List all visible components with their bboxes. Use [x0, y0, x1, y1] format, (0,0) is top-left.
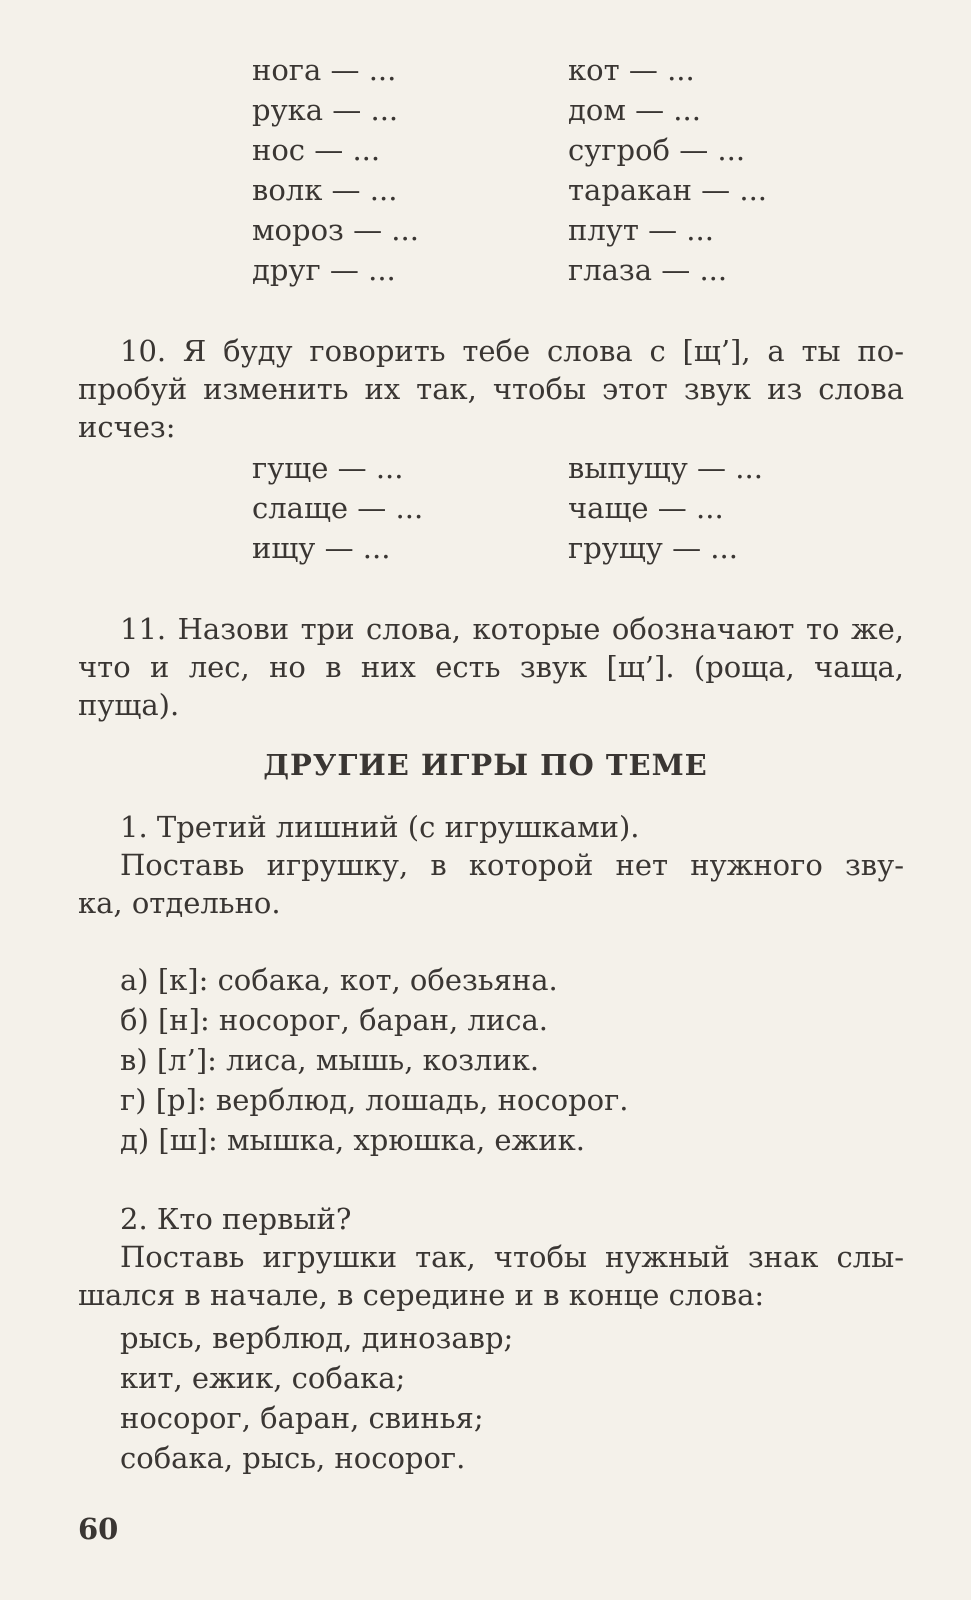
game-1-title: 1. Третий лишний (с игрушками).: [120, 810, 640, 844]
word-pair-right: плут — ...: [568, 213, 714, 247]
word-pair-left: нога — ...: [252, 53, 397, 87]
word-pair-left: рука — ...: [252, 93, 399, 127]
game-1-item: д) [ш]: мышка, хрюшка, ежик.: [120, 1123, 585, 1157]
word-pair-right: сугроб — ...: [568, 133, 746, 167]
task-11-line: что и лес, но в них есть звук [щ’]. (роща, чаща, пуща).: [78, 650, 904, 722]
word-pair-left: ищу — ...: [252, 531, 391, 565]
word-pair-right: выпущу — ...: [568, 451, 763, 485]
word-pair-left: мороз — ...: [252, 213, 419, 247]
game-2-item: рысь, верблюд, динозавр;: [120, 1321, 514, 1355]
game-2-line: Поставь игрушки так, чтобы нужный знак слы-: [120, 1240, 904, 1274]
game-2-title: 2. Кто первый?: [120, 1202, 352, 1236]
task-11-line: 11. Назови три слова, которые обозначают то же,: [120, 612, 904, 646]
game-2-line: шался в начале, в середине и в конце слова:: [78, 1278, 765, 1312]
word-pair-left: волк — ...: [252, 173, 398, 207]
game-1: [78, 808, 904, 922]
word-pair-left: нос — ...: [252, 133, 381, 167]
game-1-line: ка, отдельно.: [78, 886, 281, 920]
game-1-item: а) [к]: собака, кот, обезьяна.: [120, 963, 558, 997]
word-pair-left: гуще — ...: [252, 451, 404, 485]
word-pair-right: чаще — ...: [568, 491, 724, 525]
word-pair-right: глаза — ...: [568, 253, 728, 287]
task-10-line: 10. Я буду говорить тебе слова с [щ’], а ты по-: [120, 334, 904, 368]
game-1-line: Поставь игрушку, в которой нет нужного зву-: [120, 848, 904, 882]
task-10-line: пробуй изменить их так, чтобы этот звук из слова: [78, 372, 904, 406]
word-pair-right: дом — ...: [568, 93, 701, 127]
task-10: [78, 332, 904, 446]
section-heading: ДРУГИЕ ИГРЫ ПО ТЕМЕ: [263, 748, 708, 782]
word-pair-left: слаще — ...: [252, 491, 424, 525]
game-1-item: в) [л’]: лиса, мышь, козлик.: [120, 1043, 540, 1077]
word-pair-left: друг — ...: [252, 253, 396, 287]
game-2: [78, 1200, 904, 1314]
game-2-item: кит, ежик, собака;: [120, 1361, 406, 1395]
word-pair-right: грущу — ...: [568, 531, 738, 565]
game-2-item: носорог, баран, свинья;: [120, 1401, 484, 1435]
game-1-item: б) [н]: носорог, баран, лиса.: [120, 1003, 548, 1037]
word-pair-right: таракан — ...: [568, 173, 768, 207]
game-2-item: собака, рысь, носорог.: [120, 1441, 466, 1475]
page-number: 60: [78, 1512, 119, 1546]
word-pair-right: кот — ...: [568, 53, 695, 87]
game-1-item: г) [р]: верблюд, лошадь, носорог.: [120, 1083, 629, 1117]
task-11: [78, 610, 904, 724]
task-10-line: исчез:: [78, 410, 176, 444]
